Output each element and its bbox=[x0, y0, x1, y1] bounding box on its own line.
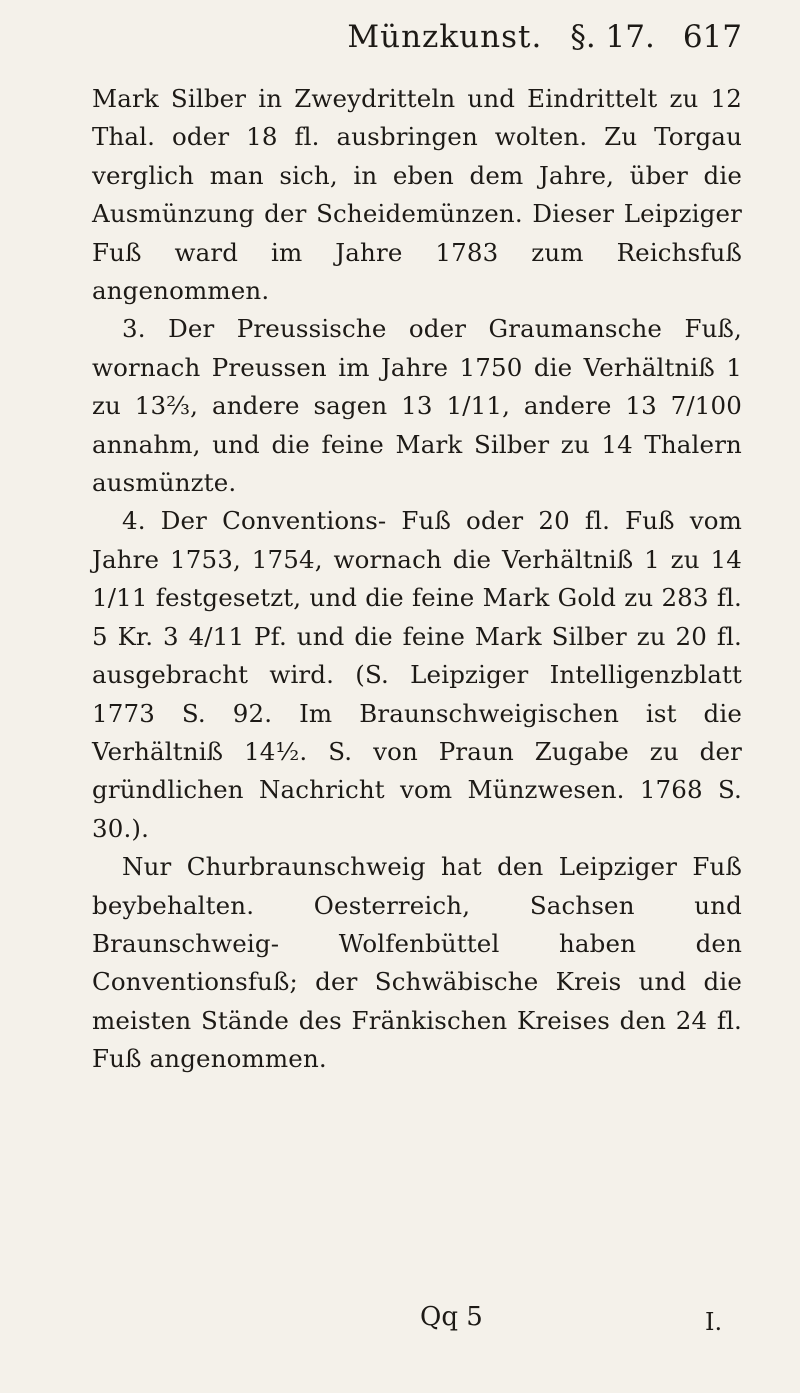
paragraph-prussian-standard: 3. Der Preussische oder Graumansche Fuß, wornach Preussen im Jahre 1750 die Verhältniß 1 zu 13⅔, andere sagen 13 1/11, andere 13 7/100 annahm, und die feine Mark Silber zu 14 Thalern ausmünzte. bbox=[92, 314, 742, 498]
page-footer bbox=[0, 1302, 800, 1342]
paragraph-convention-standard: 4. Der Conventions- Fuß oder 20 fl. Fuß vom Jahre 1753, 1754, wornach die Verhältniß 1 zu 14 1/11 festgesetzt, und die feine Mark Gold zu 283 fl. 5 Kr. 3 4/11 Pf. und die feine Mark Silber zu 20 fl. ausgebracht wird. (S. Leipziger Intelligenzblatt 1773 S. 92. Im Braunschweigischen ist die Verhältniß 14½. S. von Praun Zugabe zu der gründlichen Nachricht vom Münzwesen. 1768 S. 30.). bbox=[92, 506, 742, 843]
paragraph-continuation: Mark Silber in Zweydritteln und Eindrittelt zu 12 Thal. oder 18 fl. ausbringen wolten. Zu Torgau verglich man sich, in eben dem Jahre, über die Ausmünzung der Scheidemünzen. Dieser Leipziger Fuß ward im Jahre 1783 zum Reichsfuß angenommen. bbox=[92, 84, 742, 306]
running-head bbox=[92, 18, 742, 62]
signature-mark: Qq 5 bbox=[420, 1302, 483, 1332]
running-title: Münzkunst. bbox=[347, 19, 543, 55]
section-number: §. 17. bbox=[570, 19, 655, 55]
catchword: I. bbox=[705, 1308, 723, 1336]
page-number: 617 bbox=[682, 19, 742, 55]
paragraph-adoption: Nur Churbraunschweig hat den Leipziger Fuß beybehalten. Oesterreich, Sachsen und Braunschweig- Wolfenbüttel haben den Conventionsfuß; der Schwäbische Kreis und die meisten Stände des Fränkischen Kreises den 24 fl. Fuß angenommen. bbox=[92, 852, 742, 1074]
